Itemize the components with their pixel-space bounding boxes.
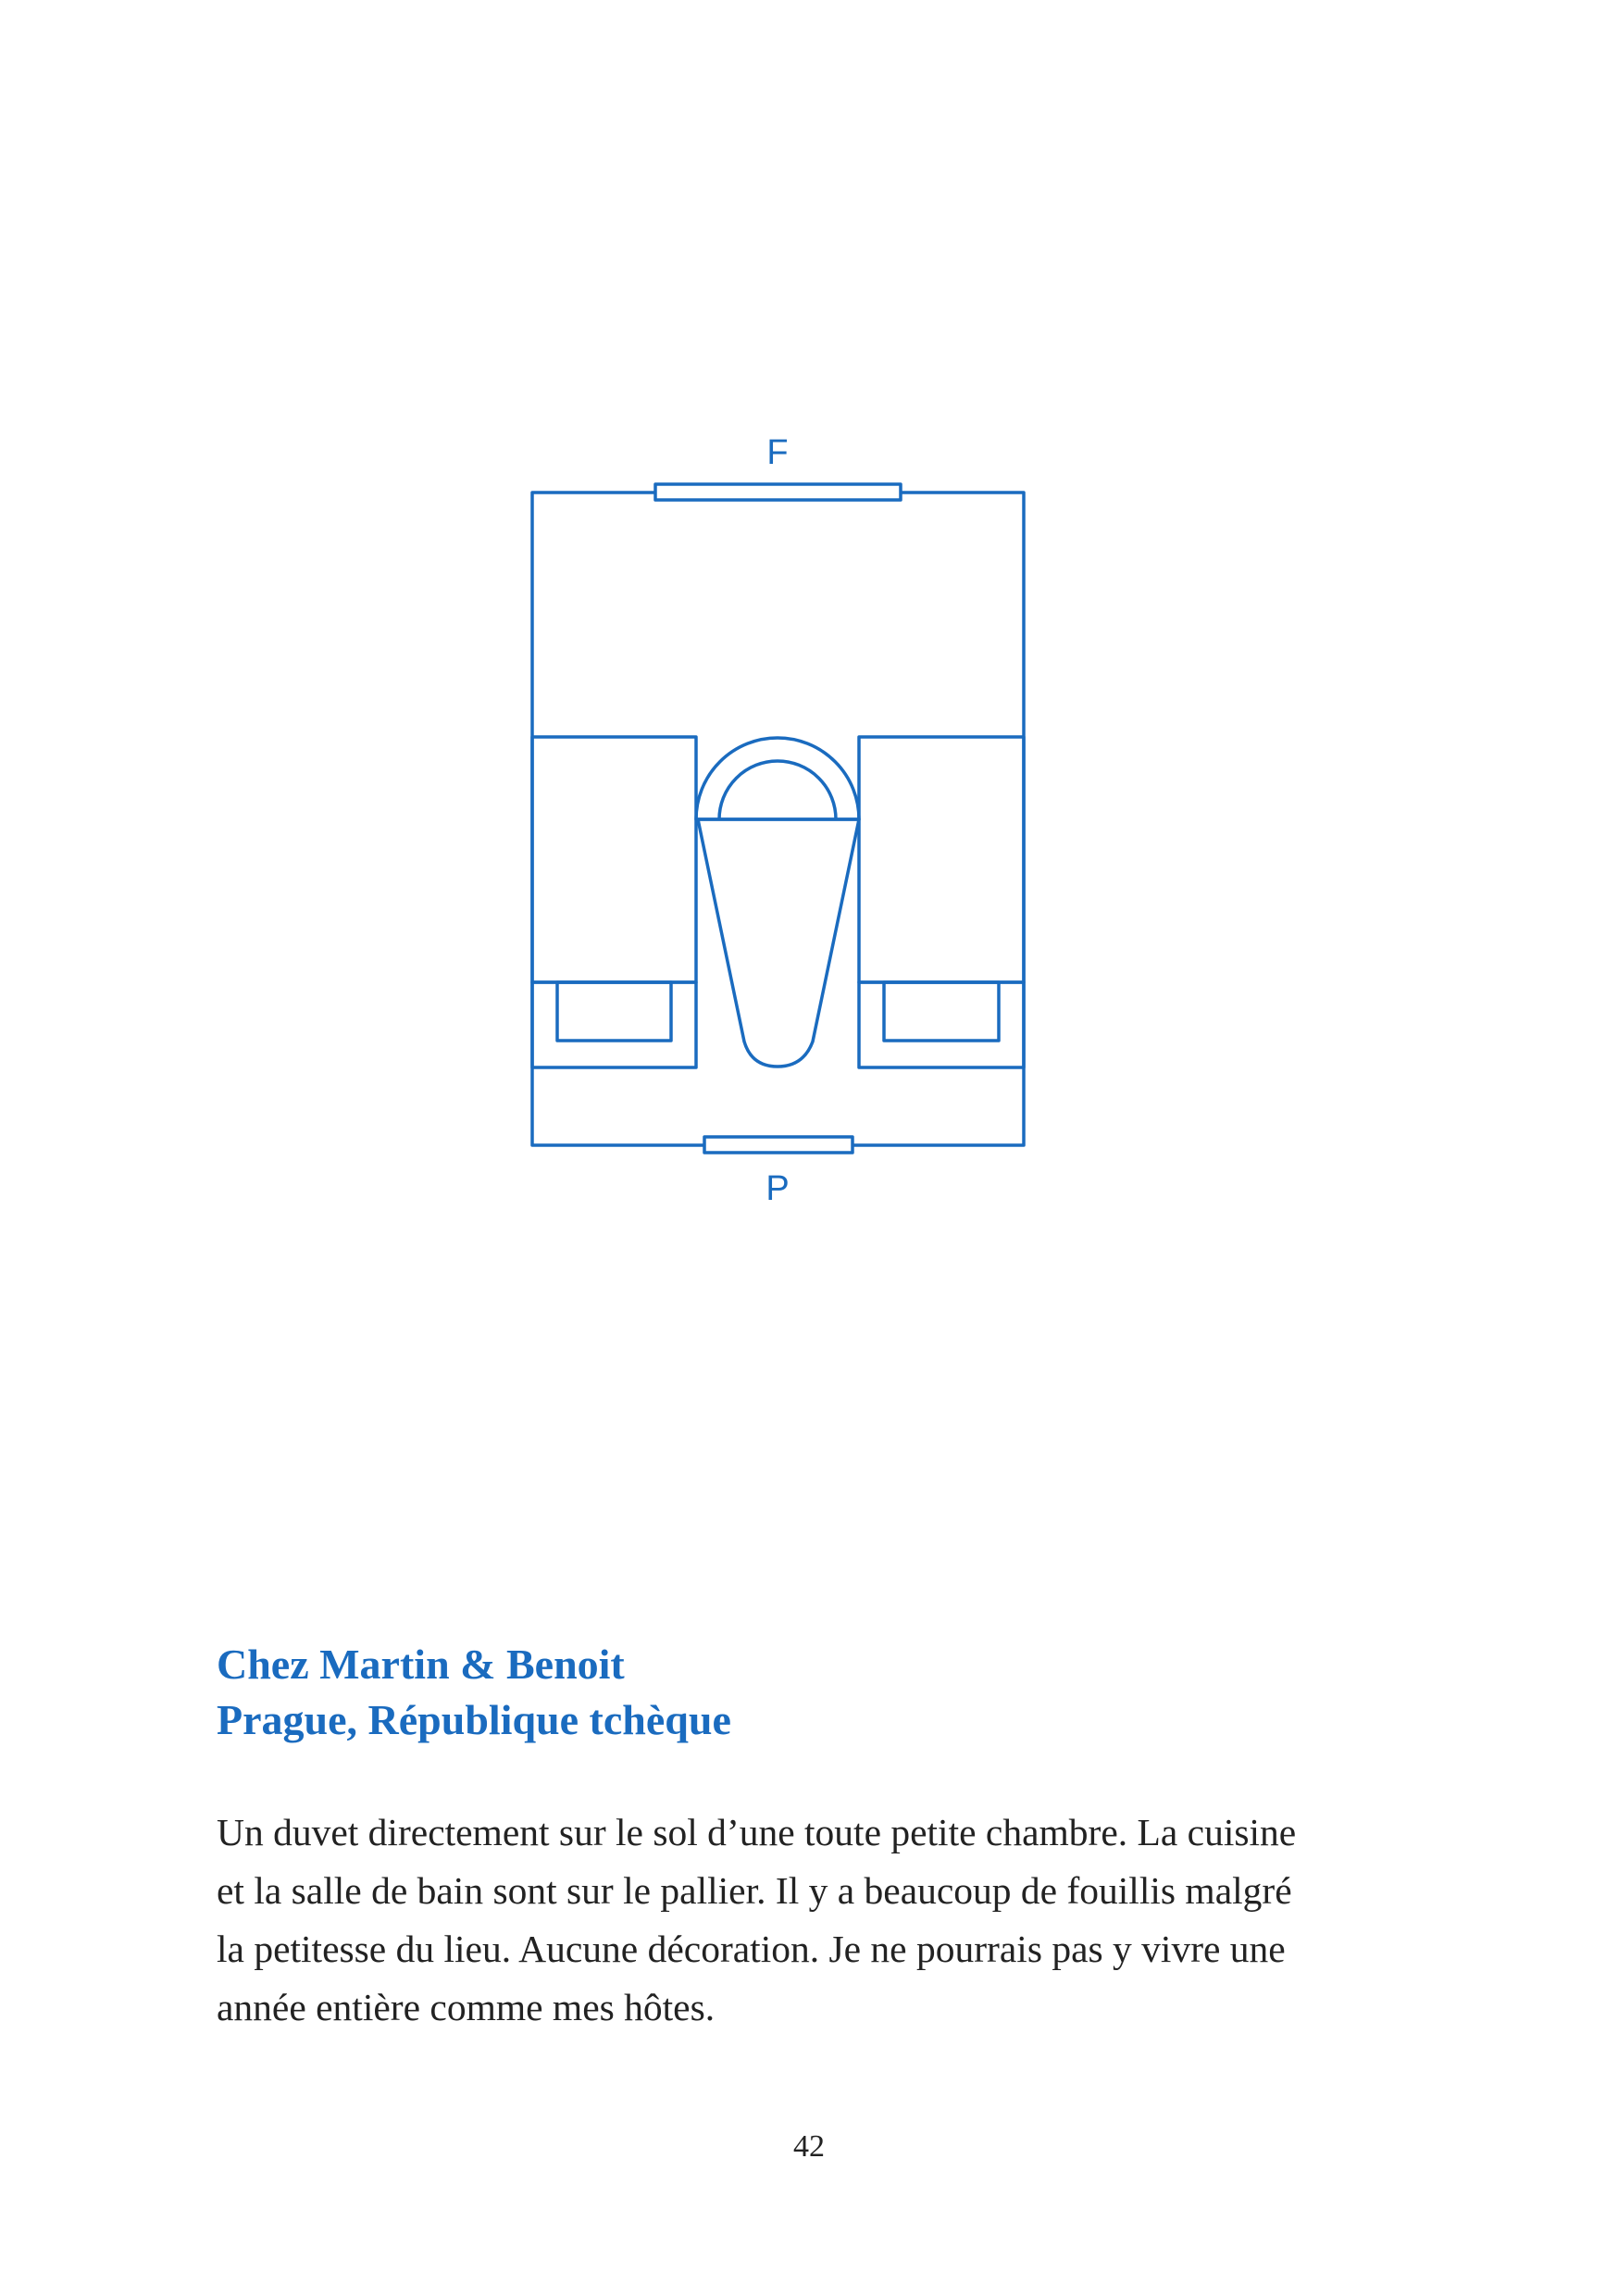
heading-host-name: Chez Martin & Benoit bbox=[217, 1641, 625, 1688]
heading-location: Prague, République tchèque bbox=[217, 1696, 731, 1743]
body-line: Un duvet directement sur le sol d’une toute petite chambre. La cuisine bbox=[217, 1811, 1297, 1853]
body-line: et la salle de bain sont sur le pallier. Il y a beaucoup de fouillis malgré bbox=[217, 1869, 1292, 1912]
right-bed-pillow bbox=[884, 982, 999, 1041]
duvet-body bbox=[698, 819, 859, 1067]
entry-heading bbox=[217, 1637, 731, 1748]
page-number: 42 bbox=[793, 2129, 825, 2164]
duvet-sleeping-bag bbox=[696, 738, 859, 1067]
left-bed-mattress bbox=[532, 737, 696, 982]
left-bed-pillow bbox=[557, 982, 671, 1041]
left-bed bbox=[532, 737, 696, 1067]
right-bed bbox=[859, 737, 1024, 1067]
body-line: la petitesse du lieu. Aucune décoration. Je ne pourrais pas y vivre une bbox=[217, 1928, 1286, 1970]
right-bed-mattress bbox=[859, 737, 1024, 982]
door-opening bbox=[704, 1137, 853, 1153]
body-line: année entière comme mes hôtes. bbox=[217, 1986, 716, 2028]
window-opening bbox=[655, 484, 901, 500]
duvet-hood-inner bbox=[719, 761, 836, 819]
window-label: F bbox=[766, 433, 789, 472]
entry-body bbox=[217, 1803, 1420, 2037]
door-label: P bbox=[765, 1169, 790, 1208]
